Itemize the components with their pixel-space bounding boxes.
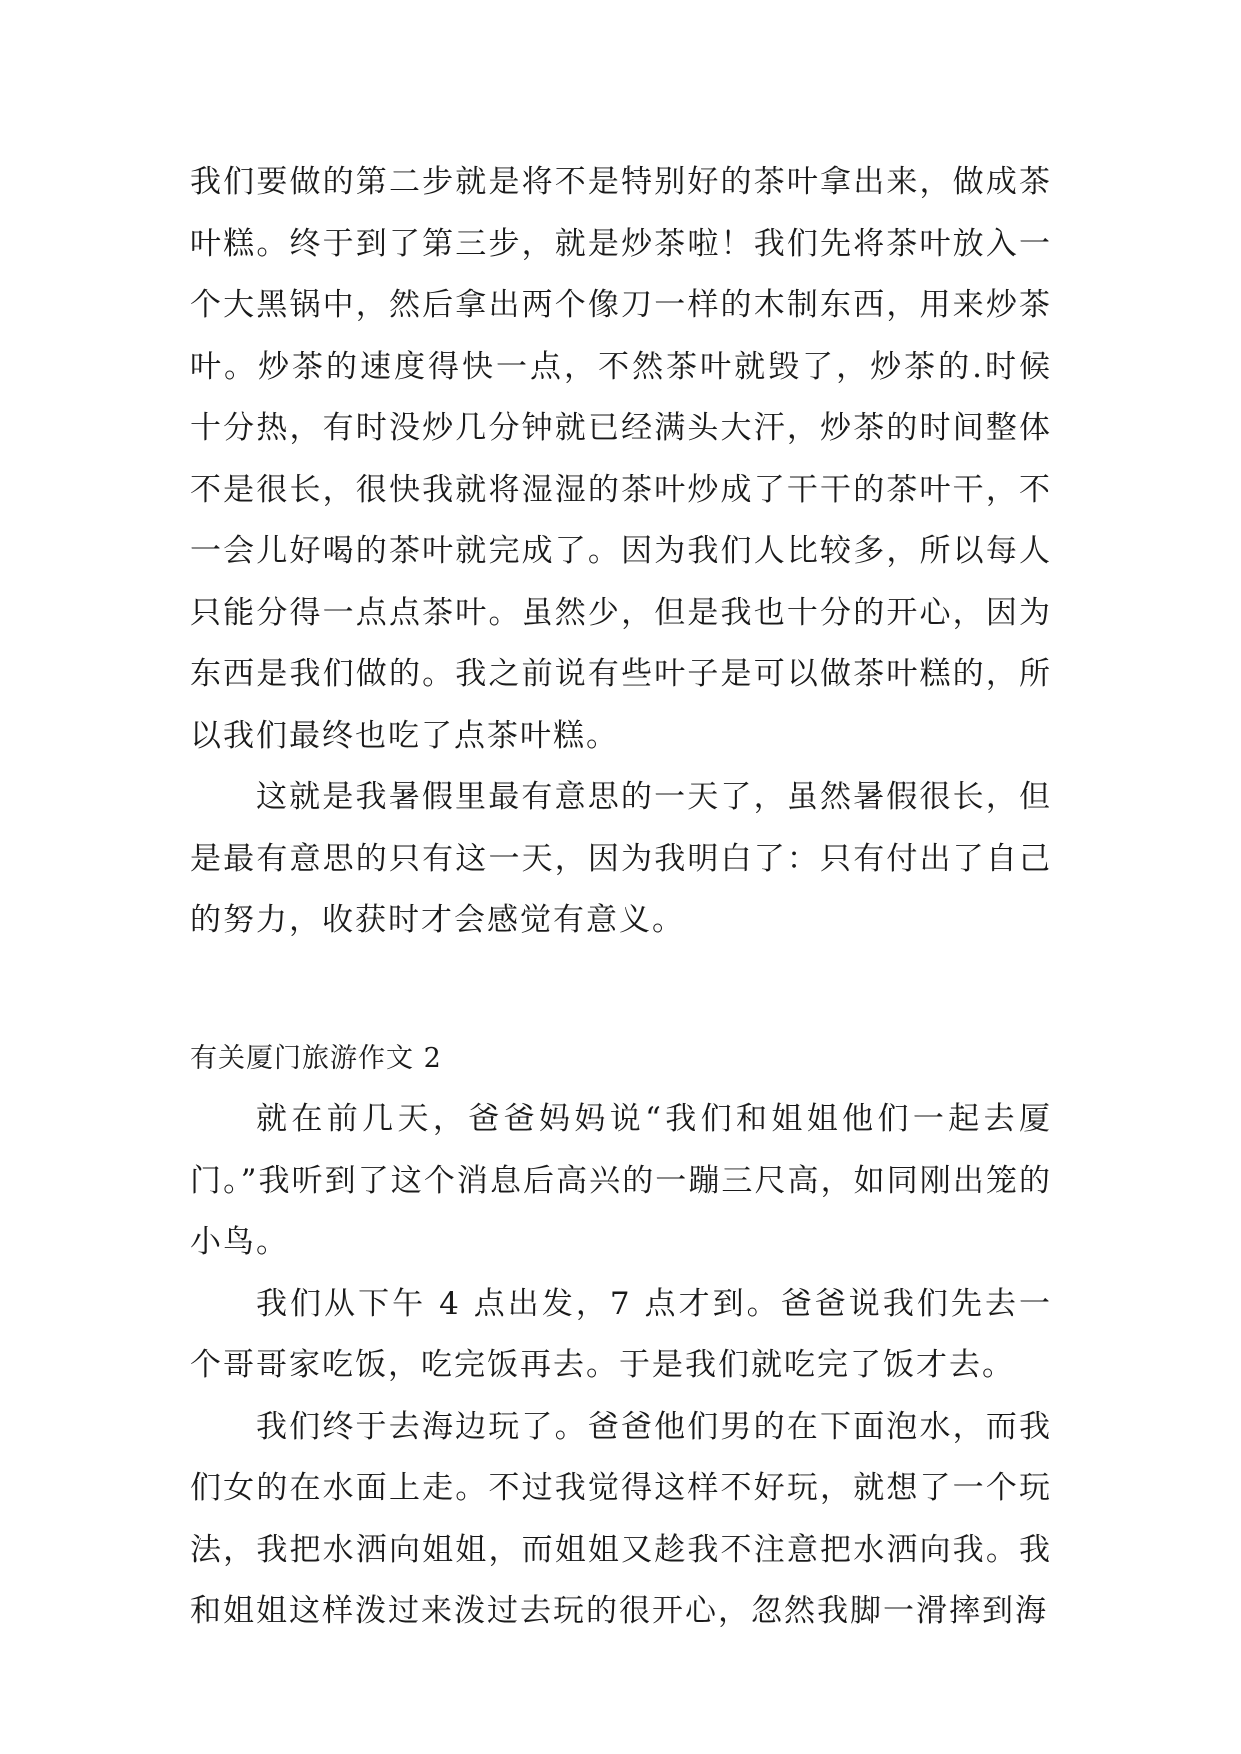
- document-page: [190, 152, 1052, 1643]
- paragraph-xiamen-departure: 我们从下午 4 点出发，7 点才到。爸爸说我们先去一个哥哥家吃饭，吃完饭再去。于是我们就吃完了饭才去。: [190, 1285, 1052, 1383]
- paragraph-tea-making: 我们要做的第二步就是将不是特别好的茶叶拿出来，做成茶叶糕。终于到了第三步，就是炒茶啦！我们先将茶叶放入一个大黑锅中，然后拿出两个像刀一样的木制东西，用来炒茶叶。炒茶的速度得快一点，不然茶叶就毁了，炒茶的.时候十分热，有时没炒几分钟就已经满头大汗，炒茶的时间整体不是很长，很快我就将湿湿的茶叶炒成了干干的茶叶干，不一会儿好喝的茶叶就完成了。因为我们人比较多，所以每人只能分得一点点茶叶。虽然少，但是我也十分的开心，因为东西是我们做的。我之前说有些叶子是可以做茶叶糕的，所以我们最终也吃了点茶叶糕。: [190, 164, 1052, 754]
- paragraph-summer-conclusion: 这就是我暑假里最有意思的一天了，虽然暑假很长，但是最有意思的只有这一天，因为我明白了：只有付出了自己的努力，收获时才会感觉有意义。: [190, 779, 1052, 938]
- paragraph-xiamen-beach: 我们终于去海边玩了。爸爸他们男的在下面泡水，而我们女的在水面上走。不过我觉得这样不好玩，就想了一个玩法，我把水洒向姐姐，而姐姐又趁我不注意把水洒向我。我和姐姐这样泼过来泼过去玩的很开心，忽然我脚一滑摔到海: [190, 1408, 1052, 1629]
- section-title: 有关厦门旅游作文 2: [190, 1042, 442, 1074]
- paragraph-xiamen-intro: 就在前几天，爸爸妈妈说“我们和姐姐他们一起去厦门。”我听到了这个消息后高兴的一蹦三尺高，如同刚出笼的小鸟。: [190, 1101, 1052, 1260]
